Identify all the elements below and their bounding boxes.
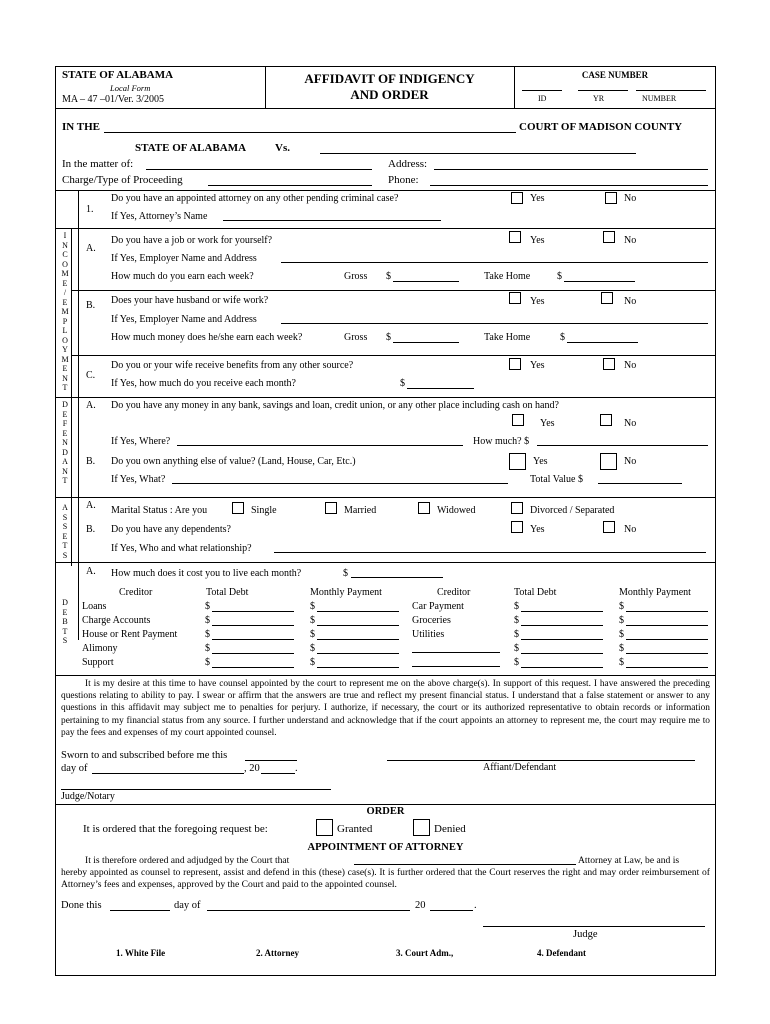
sworn-year-label: , 20: [244, 763, 260, 774]
debt-amount-field[interactable]: [212, 625, 294, 626]
defendant-b-question: Do you own anything else of value? (Land, House, Car, Etc.): [111, 456, 356, 467]
debt-row-label: Loans: [82, 601, 107, 612]
done-year-field[interactable]: [430, 910, 473, 911]
in-matter-field[interactable]: [146, 169, 372, 170]
debts-a-dollar: $: [343, 568, 348, 579]
sworn-label: Sworn to and subscribed before me this: [61, 750, 228, 761]
income-a-employer-field[interactable]: [281, 262, 708, 263]
q1-yes-label: Yes: [530, 193, 545, 204]
debt-dollar-sign: $: [619, 601, 624, 612]
in-the-label: IN THE: [62, 121, 101, 133]
debt-amount-field[interactable]: [317, 667, 399, 668]
done-this-label: Done this: [61, 900, 102, 911]
defendant-b-what-label: If Yes, What?: [111, 474, 166, 485]
debt-dollar-sign: $: [205, 657, 210, 668]
debt-amount-field[interactable]: [212, 639, 294, 640]
defendant-a-question: Do you have any money in any bank, savings and loan, credit union, or any other place including cash on hand?: [111, 400, 559, 411]
in-matter-label: In the matter of:: [62, 158, 134, 170]
defendant-a-where-field[interactable]: [177, 445, 463, 446]
debt-dollar-sign: $: [205, 615, 210, 626]
assets-bottom-line: [55, 562, 716, 563]
defendant-a-yes-checkbox[interactable]: [512, 414, 524, 426]
debt-amount-field[interactable]: [212, 667, 294, 668]
income-a-takehome-dollar: $: [557, 271, 562, 282]
debt-amount-field[interactable]: [626, 625, 708, 626]
income-a-no-label: No: [624, 235, 637, 246]
affidavit-bottom-line: [55, 804, 716, 805]
income-a-no-checkbox[interactable]: [603, 231, 615, 243]
income-b-no-checkbox[interactable]: [601, 292, 613, 304]
debt-dollar-sign: $: [310, 601, 315, 612]
income-bottom-line: [55, 397, 716, 398]
income-c-no-checkbox[interactable]: [603, 358, 615, 370]
income-c-question: Do you or your wife receive benefits from any other source?: [111, 360, 354, 371]
income-b-bottom-line: [71, 355, 716, 356]
header-state: STATE OF ALABAMA: [62, 69, 174, 81]
debts-header-creditor-left: Creditor: [119, 587, 153, 598]
address-field[interactable]: [434, 169, 708, 170]
dependents-no-label: No: [624, 524, 637, 535]
done-twenty-label: 20: [415, 900, 426, 911]
defendant-b-total-label: Total Value $: [530, 474, 583, 485]
married-checkbox[interactable]: [325, 502, 337, 514]
income-a-bottom-line: [71, 290, 716, 291]
debt-dollar-sign: $: [619, 615, 624, 626]
debt-amount-field[interactable]: [626, 611, 708, 612]
debts-header-monthly-right: Monthly Payment: [619, 587, 691, 598]
debt-amount-field[interactable]: [212, 611, 294, 612]
single-checkbox[interactable]: [232, 502, 244, 514]
debt-amount-field[interactable]: [317, 653, 399, 654]
married-label: Married: [344, 505, 377, 516]
q1-attorney-field[interactable]: [223, 220, 441, 221]
income-a-gross-field[interactable]: [393, 281, 459, 282]
debt-amount-field[interactable]: [626, 639, 708, 640]
debt-row-label: Support: [82, 657, 114, 668]
defendant-a-where-label: If Yes, Where?: [111, 436, 171, 447]
judge-label: Judge: [573, 929, 598, 940]
debt-amount-field[interactable]: [317, 639, 399, 640]
address-label: Address:: [388, 158, 428, 170]
q1-no-checkbox[interactable]: [605, 192, 617, 204]
done-day-field[interactable]: [110, 910, 170, 911]
single-label: Single: [251, 505, 277, 516]
income-b-gross-label: Gross: [344, 332, 368, 343]
income-b-takehome-dollar: $: [560, 332, 565, 343]
defendant-a-yes-label: Yes: [540, 418, 555, 429]
assets-b-question: Do you have any dependents?: [111, 524, 231, 535]
done-month-field[interactable]: [207, 910, 410, 911]
income-b-question: Does your have husband or wife work?: [111, 295, 269, 306]
debt-dollar-sign: $: [514, 601, 519, 612]
order-title: ORDER: [366, 806, 405, 817]
income-a-gross-label: Gross: [344, 271, 368, 282]
debt-dollar-sign: $: [205, 601, 210, 612]
defendant-b-no-label: No: [624, 456, 637, 467]
income-a-yes-checkbox[interactable]: [509, 231, 521, 243]
defendant-a-howmuch-field[interactable]: [537, 445, 708, 446]
case-id-field[interactable]: [522, 90, 562, 91]
debt-dollar-sign: $: [514, 615, 519, 626]
defendant-side-label: D E F E N D A N T: [62, 400, 68, 485]
income-b-yes-checkbox[interactable]: [509, 292, 521, 304]
debt-dollar-sign: $: [619, 657, 624, 668]
grid-top-line: [55, 190, 716, 191]
q1-attorney-label: If Yes, Attorney’s Name: [111, 211, 208, 222]
divorced-checkbox[interactable]: [511, 502, 523, 514]
assets-b-letter: B.: [86, 524, 96, 535]
debt-creditor-field[interactable]: [412, 666, 500, 667]
defendant-b-no-checkbox[interactable]: [600, 453, 617, 470]
granted-checkbox[interactable]: [316, 819, 333, 836]
dependents-no-checkbox[interactable]: [603, 521, 615, 533]
income-b-no-label: No: [624, 296, 637, 307]
footer-copy-4: 4. Defendant: [537, 948, 586, 958]
state-label: STATE OF ALABAMA: [135, 142, 247, 154]
sworn-day-field[interactable]: [245, 760, 297, 761]
page-title-line2: AND ORDER: [350, 87, 429, 102]
header-local-form: Local Form: [110, 83, 151, 93]
debt-row-label: Alimony: [82, 643, 118, 654]
assets-a-letter: A.: [86, 500, 96, 511]
widowed-label: Widowed: [437, 505, 476, 516]
judge-notary-label: Judge/Notary: [61, 791, 115, 802]
case-number-label: CASE NUMBER: [581, 70, 649, 80]
letter-column-line: [78, 190, 79, 640]
appointment-text-pre: It is therefore ordered and adjudged by the Court that: [85, 855, 290, 866]
debts-header-monthly-left: Monthly Payment: [310, 587, 382, 598]
granted-label: Granted: [337, 823, 373, 835]
income-a-takehome-field[interactable]: [564, 281, 635, 282]
debt-amount-field[interactable]: [626, 667, 708, 668]
debt-dollar-sign: $: [310, 643, 315, 654]
income-a-employer-label: If Yes, Employer Name and Address: [111, 253, 257, 264]
court-of-label: COURT OF MADISON COUNTY: [519, 121, 683, 133]
case-yr-label: YR: [593, 94, 605, 103]
income-a-gross-dollar: $: [386, 271, 391, 282]
income-c-letter: C.: [86, 370, 96, 381]
debt-row-label: Utilities: [412, 629, 445, 640]
footer-copy-2: 2. Attorney: [256, 948, 299, 958]
charge-label: Charge/Type of Proceeding: [62, 174, 183, 186]
defendant-name-field[interactable]: [320, 153, 636, 154]
income-c-howmuch-label: If Yes, how much do you receive each month?: [111, 378, 296, 389]
sworn-month-field[interactable]: [92, 773, 244, 774]
page-title-line1: AFFIDAVIT OF INDIGENCY: [304, 71, 475, 86]
affiant-label: Affiant/Defendant: [483, 762, 557, 773]
defendant-a-howmuch-label: How much? $: [473, 436, 530, 447]
debt-amount-field[interactable]: [212, 653, 294, 654]
q1-number: 1.: [86, 204, 94, 215]
debts-header-creditor-right: Creditor: [437, 587, 471, 598]
vs-label: Vs.: [275, 142, 290, 154]
income-c-amount-field[interactable]: [407, 388, 474, 389]
footer-copy-3: 3. Court Adm.,: [396, 948, 454, 958]
income-c-dollar: $: [400, 378, 405, 389]
defendant-b-letter: B.: [86, 456, 96, 467]
sworn-period: .: [295, 763, 298, 774]
income-b-takehome-field[interactable]: [567, 342, 638, 343]
assets-a-label: Marital Status : Are you: [111, 505, 208, 516]
phone-label: Phone:: [388, 174, 419, 186]
court-name-field[interactable]: [104, 132, 516, 133]
case-id-label: ID: [538, 94, 547, 103]
debts-header-total-left: Total Debt: [206, 587, 249, 598]
sworn-year-field[interactable]: [261, 773, 295, 774]
appointment-text-post: Attorney at Law, be and is: [578, 855, 680, 866]
divorced-label: Divorced / Separated: [530, 505, 615, 516]
debt-dollar-sign: $: [205, 629, 210, 640]
defendant-b-what-field[interactable]: [172, 483, 508, 484]
day-of-label: day of: [61, 763, 88, 774]
header-form-number: MA – 47 –01/Ver. 3/2005: [62, 94, 164, 105]
appointment-text-rest: hereby appointed as counsel to represent, assist and defend in this (these) case(s). It is further ordered that the Court reserves the right and may order reimbursement of Attorney’s fees and expenses, approved by the Court and paid to the appointed counsel.: [61, 867, 710, 890]
debt-dollar-sign: $: [310, 657, 315, 668]
income-b-employer-label: If Yes, Employer Name and Address: [111, 314, 257, 325]
debt-amount-field[interactable]: [521, 625, 603, 626]
charge-field[interactable]: [208, 185, 372, 186]
appointed-attorney-field[interactable]: [354, 864, 576, 865]
living-cost-field[interactable]: [351, 577, 443, 578]
debts-bottom-line: [55, 675, 716, 676]
dependents-yes-checkbox[interactable]: [511, 521, 523, 533]
debt-amount-field[interactable]: [521, 667, 603, 668]
assets-side-label: A S S E T S: [62, 503, 68, 560]
done-day-of-label: day of: [174, 900, 201, 911]
q1-bottom-line: [55, 228, 716, 229]
case-number-field[interactable]: [636, 90, 706, 91]
q1-yes-checkbox[interactable]: [511, 192, 523, 204]
debt-dollar-sign: $: [310, 615, 315, 626]
income-b-yes-label: Yes: [530, 296, 545, 307]
debt-dollar-sign: $: [310, 629, 315, 640]
income-a-earn-label: How much do you earn each week?: [111, 271, 254, 282]
footer-copy-1: 1. White File: [116, 948, 166, 958]
debt-dollar-sign: $: [514, 657, 519, 668]
income-a-yes-label: Yes: [530, 235, 545, 246]
income-c-yes-checkbox[interactable]: [509, 358, 521, 370]
debt-row-label: House or Rent Payment: [82, 629, 178, 640]
debt-amount-field[interactable]: [521, 653, 603, 654]
income-b-gross-dollar: $: [386, 332, 391, 343]
debts-header-total-right: Total Debt: [514, 587, 557, 598]
income-b-gross-field[interactable]: [393, 342, 459, 343]
income-b-earn-label: How much money does he/she earn each week?: [111, 332, 303, 343]
debt-dollar-sign: $: [514, 643, 519, 654]
debt-amount-field[interactable]: [317, 625, 399, 626]
defendant-b-yes-label: Yes: [533, 456, 548, 467]
defendant-a-no-checkbox[interactable]: [600, 414, 612, 426]
income-side-label: I N C O M E / E M P L O Y M E N T: [61, 231, 69, 392]
defendant-a-letter: A.: [86, 400, 96, 411]
done-period: .: [474, 900, 477, 911]
debt-dollar-sign: $: [514, 629, 519, 640]
dependents-yes-label: Yes: [530, 524, 545, 535]
debts-a-letter: A.: [86, 566, 96, 577]
dependents-who-field[interactable]: [274, 552, 706, 553]
debt-amount-field[interactable]: [626, 653, 708, 654]
q1-no-label: No: [624, 193, 637, 204]
q1-question: Do you have an appointed attorney on any other pending criminal case?: [111, 193, 399, 204]
income-a-letter: A.: [86, 243, 96, 254]
defendant-b-total-field[interactable]: [598, 483, 682, 484]
phone-field[interactable]: [430, 185, 708, 186]
defendant-bottom-line: [55, 497, 716, 498]
appointment-title: APPOINTMENT OF ATTORNEY: [307, 842, 464, 853]
debt-creditor-field[interactable]: [412, 652, 500, 653]
income-b-employer-field[interactable]: [281, 323, 708, 324]
order-ordered-label: It is ordered that the foregoing request be:: [83, 823, 268, 835]
debt-row-label: Car Payment: [412, 601, 464, 612]
income-b-letter: B.: [86, 300, 96, 311]
affiant-signature-line[interactable]: [387, 760, 695, 761]
widowed-checkbox[interactable]: [418, 502, 430, 514]
income-c-yes-label: Yes: [530, 360, 545, 371]
header-bottom-line: [55, 108, 716, 109]
denied-label: Denied: [434, 823, 466, 835]
defendant-a-no-label: No: [624, 418, 637, 429]
defendant-b-yes-checkbox[interactable]: [509, 453, 526, 470]
debt-dollar-sign: $: [205, 643, 210, 654]
income-c-no-label: No: [624, 360, 637, 371]
notary-signature-line[interactable]: [61, 789, 331, 790]
debt-amount-field[interactable]: [521, 611, 603, 612]
debt-amount-field[interactable]: [317, 611, 399, 612]
income-a-takehome-label: Take Home: [484, 271, 531, 282]
judge-signature-line[interactable]: [483, 926, 705, 927]
debt-dollar-sign: $: [619, 643, 624, 654]
debts-a-question: How much does it cost you to live each month?: [111, 568, 302, 579]
income-b-takehome-label: Take Home: [484, 332, 531, 343]
denied-checkbox[interactable]: [413, 819, 430, 836]
debt-amount-field[interactable]: [521, 639, 603, 640]
debt-row-label: Charge Accounts: [82, 615, 151, 626]
case-yr-field[interactable]: [578, 90, 628, 91]
case-number-sub-label: NUMBER: [642, 94, 677, 103]
dependents-who-label: If Yes, Who and what relationship?: [111, 543, 252, 554]
affidavit-text: It is my desire at this time to have counsel appointed by the court to represent me on the above charge(s). In support of this request. I have answered the preceding questions relating to ability to pay. I swear or affirm that the answers are true and reflect my present financial status. I understand that a false statement or answer to any questions in this affidavit may subject me to penalties for perjury. I authorize, if necessary, the court or its authorized representative to obtain records or information pertaining to my financial status from any source. I further understand and acknowledge that if the court appoints an attorney to represent me, the court may require me to pay the fees and expenses of my court appointed counsel.: [61, 679, 710, 738]
debts-side-label: D E B T S: [62, 598, 68, 645]
debt-row-label: Groceries: [412, 615, 451, 626]
debt-dollar-sign: $: [619, 629, 624, 640]
income-a-question: Do you have a job or work for yourself?: [111, 235, 273, 246]
